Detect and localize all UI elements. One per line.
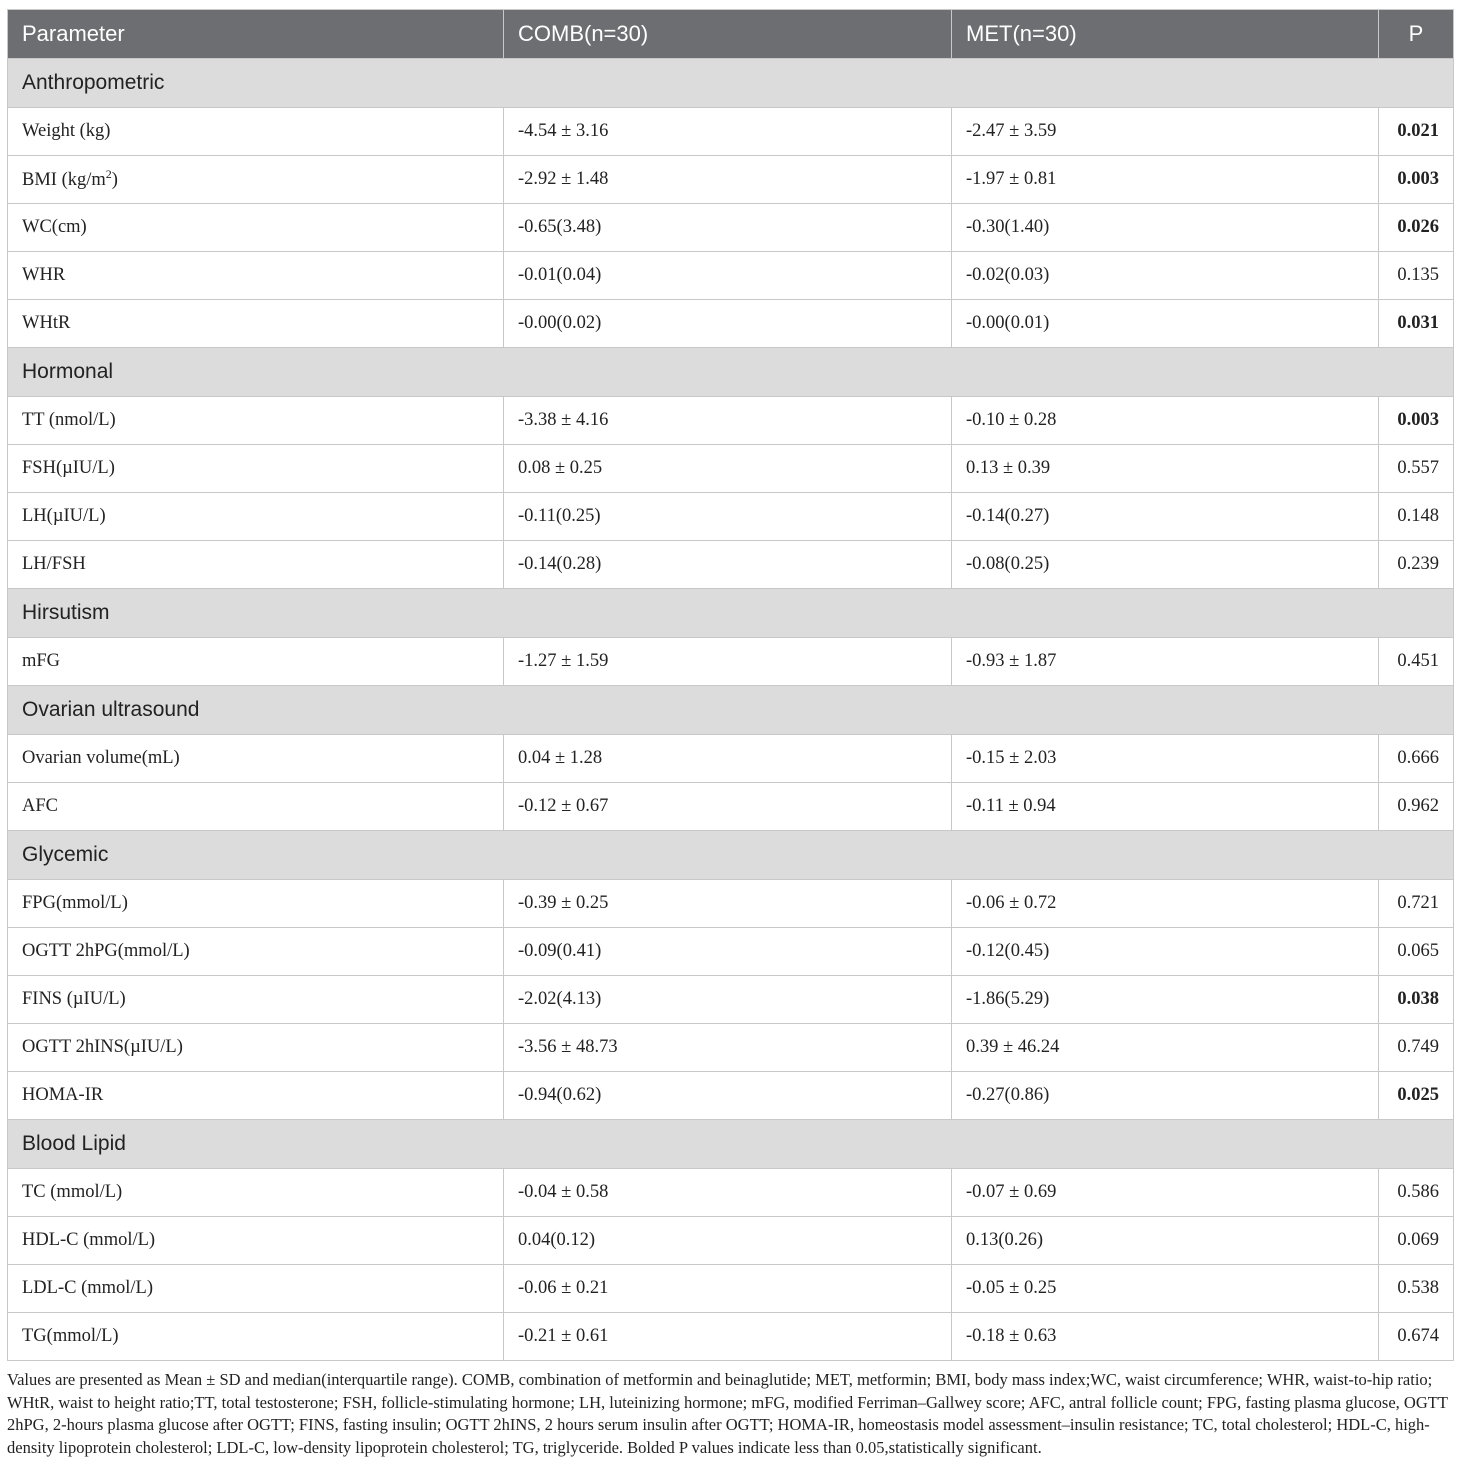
- cell-parameter: [8, 638, 504, 686]
- parameter-name: AFC: [22, 796, 58, 816]
- cell-parameter: [8, 1217, 504, 1265]
- table-row: [8, 108, 1454, 156]
- cell-parameter: [8, 928, 504, 976]
- cell-comb: -0.09(0.41): [504, 928, 952, 976]
- cell-p-value: 0.025: [1379, 1072, 1454, 1120]
- section-title: Glycemic: [8, 831, 1454, 880]
- cell-comb: 0.04(0.12): [504, 1217, 952, 1265]
- section-title: Blood Lipid: [8, 1120, 1454, 1169]
- section-row: [8, 831, 1454, 880]
- section-row: [8, 59, 1454, 108]
- table-row: [8, 541, 1454, 589]
- cell-p-value: 0.003: [1379, 397, 1454, 445]
- cell-parameter: [8, 156, 504, 204]
- header-row: [8, 10, 1454, 59]
- table-row: [8, 638, 1454, 686]
- cell-p-value: 0.031: [1379, 300, 1454, 348]
- cell-met: -0.00(0.01): [952, 300, 1379, 348]
- cell-comb: -0.39 ± 0.25: [504, 880, 952, 928]
- parameter-name: LH(µIU/L): [22, 506, 106, 526]
- cell-met: -0.10 ± 0.28: [952, 397, 1379, 445]
- cell-parameter: [8, 1169, 504, 1217]
- section-title: Hormonal: [8, 348, 1454, 397]
- parameter-superscript: 2: [105, 167, 112, 182]
- parameter-name: BMI (kg/m: [22, 170, 106, 191]
- header-comb: COMB(n=30): [504, 10, 952, 59]
- cell-parameter: [8, 300, 504, 348]
- cell-parameter: [8, 445, 504, 493]
- cell-p-value: 0.148: [1379, 493, 1454, 541]
- cell-p-value: 0.038: [1379, 976, 1454, 1024]
- cell-p-value: 0.069: [1379, 1217, 1454, 1265]
- cell-p-value: 0.451: [1379, 638, 1454, 686]
- cell-comb: 0.08 ± 0.25: [504, 445, 952, 493]
- cell-parameter: [8, 1265, 504, 1313]
- table-row: [8, 928, 1454, 976]
- table-row: [8, 880, 1454, 928]
- cell-comb: -3.56 ± 48.73: [504, 1024, 952, 1072]
- table-row: [8, 252, 1454, 300]
- parameter-name: FSH(µIU/L): [22, 458, 115, 478]
- cell-comb: -0.01(0.04): [504, 252, 952, 300]
- parameter-name: OGTT 2hINS(µIU/L): [22, 1037, 183, 1057]
- cell-parameter: [8, 493, 504, 541]
- cell-met: -2.47 ± 3.59: [952, 108, 1379, 156]
- table-row: [8, 156, 1454, 204]
- parameter-name: FINS (µIU/L): [22, 989, 126, 1009]
- cell-met: -0.18 ± 0.63: [952, 1313, 1379, 1361]
- parameter-name: HDL-C (mmol/L): [22, 1230, 156, 1250]
- parameter-name: Weight (kg): [22, 121, 111, 141]
- cell-p-value: 0.003: [1379, 156, 1454, 204]
- cell-comb: -0.14(0.28): [504, 541, 952, 589]
- cell-p-value: 0.135: [1379, 252, 1454, 300]
- section-title: Anthropometric: [8, 59, 1454, 108]
- header-parameter: Parameter: [8, 10, 504, 59]
- cell-comb: -0.21 ± 0.61: [504, 1313, 952, 1361]
- cell-met: -1.97 ± 0.81: [952, 156, 1379, 204]
- cell-met: -0.30(1.40): [952, 204, 1379, 252]
- parameter-name: Ovarian volume(mL): [22, 748, 180, 768]
- cell-p-value: 0.749: [1379, 1024, 1454, 1072]
- cell-comb: -0.11(0.25): [504, 493, 952, 541]
- table-row: [8, 1072, 1454, 1120]
- table-row: [8, 204, 1454, 252]
- cell-comb: -0.06 ± 0.21: [504, 1265, 952, 1313]
- cell-p-value: 0.586: [1379, 1169, 1454, 1217]
- cell-comb: -3.38 ± 4.16: [504, 397, 952, 445]
- cell-met: -0.15 ± 2.03: [952, 735, 1379, 783]
- cell-met: -1.86(5.29): [952, 976, 1379, 1024]
- cell-met: 0.13(0.26): [952, 1217, 1379, 1265]
- cell-comb: -2.92 ± 1.48: [504, 156, 952, 204]
- cell-met: -0.12(0.45): [952, 928, 1379, 976]
- cell-comb: -4.54 ± 3.16: [504, 108, 952, 156]
- parameter-suffix: ): [111, 170, 118, 191]
- parameter-name: TG(mmol/L): [22, 1326, 119, 1346]
- cell-met: 0.39 ± 46.24: [952, 1024, 1379, 1072]
- results-table: [7, 9, 1454, 1361]
- table-row: [8, 445, 1454, 493]
- cell-met: -0.06 ± 0.72: [952, 880, 1379, 928]
- cell-comb: -0.00(0.02): [504, 300, 952, 348]
- parameter-name: TT (nmol/L): [22, 410, 116, 430]
- parameter-name: OGTT 2hPG(mmol/L): [22, 941, 190, 961]
- table-footnote: Values are presented as Mean ± SD and median(interquartile range). COMB, combination of metformin and beinaglutide; MET, metformin; BMI, body mass index;WC, waist circumference; WHR, waist-to-hip ratio; WHtR, waist to height ratio;TT, total testosterone; FSH, follicle-stimulating hormone; LH, luteinizing hormone; mFG, modified Ferriman–Gallwey score; AFC, antral follicle count; FPG, fasting plasma glucose, OGTT 2hPG, 2-hours plasma glucose after OGTT; FINS, fasting insulin; OGTT 2hINS, 2 hours serum insulin after OGTT; HOMA-IR, homeostasis model assessment–insulin resistance; TC, total cholesterol; HDL-C, high-density lipoprotein cholesterol; LDL-C, low-density lipoprotein cholesterol; TG, triglyceride. Bolded P values indicate less than 0.05,statistically significant.: [7, 1370, 1448, 1457]
- cell-p-value: 0.026: [1379, 204, 1454, 252]
- parameter-name: TC (mmol/L): [22, 1182, 123, 1202]
- cell-met: -0.08(0.25): [952, 541, 1379, 589]
- cell-parameter: [8, 1313, 504, 1361]
- parameter-name: LH/FSH: [22, 554, 86, 574]
- cell-parameter: [8, 108, 504, 156]
- section-title: Ovarian ultrasound: [8, 686, 1454, 735]
- cell-parameter: [8, 1072, 504, 1120]
- cell-met: -0.93 ± 1.87: [952, 638, 1379, 686]
- section-row: [8, 348, 1454, 397]
- table-row: [8, 976, 1454, 1024]
- parameter-name: mFG: [22, 651, 61, 671]
- cell-p-value: 0.721: [1379, 880, 1454, 928]
- cell-comb: -0.12 ± 0.67: [504, 783, 952, 831]
- cell-met: -0.02(0.03): [952, 252, 1379, 300]
- cell-comb: -0.04 ± 0.58: [504, 1169, 952, 1217]
- table-row: [8, 1313, 1454, 1361]
- table-row: [8, 397, 1454, 445]
- cell-met: -0.14(0.27): [952, 493, 1379, 541]
- section-title: Hirsutism: [8, 589, 1454, 638]
- table-row: [8, 1024, 1454, 1072]
- table-row: [8, 783, 1454, 831]
- section-row: [8, 686, 1454, 735]
- cell-met: 0.13 ± 0.39: [952, 445, 1379, 493]
- cell-met: -0.07 ± 0.69: [952, 1169, 1379, 1217]
- header-p: P: [1379, 10, 1454, 59]
- cell-met: -0.05 ± 0.25: [952, 1265, 1379, 1313]
- cell-p-value: 0.065: [1379, 928, 1454, 976]
- cell-parameter: [8, 204, 504, 252]
- cell-parameter: [8, 397, 504, 445]
- table-container: [7, 9, 1453, 1459]
- cell-met: -0.27(0.86): [952, 1072, 1379, 1120]
- cell-parameter: [8, 880, 504, 928]
- parameter-name: WHR: [22, 265, 66, 285]
- cell-comb: 0.04 ± 1.28: [504, 735, 952, 783]
- header-met: MET(n=30): [952, 10, 1379, 59]
- cell-p-value: 0.674: [1379, 1313, 1454, 1361]
- table-row: [8, 1217, 1454, 1265]
- cell-parameter: [8, 541, 504, 589]
- cell-p-value: 0.962: [1379, 783, 1454, 831]
- cell-p-value: 0.239: [1379, 541, 1454, 589]
- table-row: [8, 300, 1454, 348]
- parameter-name: WC(cm): [22, 217, 87, 237]
- cell-p-value: 0.666: [1379, 735, 1454, 783]
- parameter-name: WHtR: [22, 313, 71, 333]
- cell-parameter: [8, 783, 504, 831]
- cell-parameter: [8, 735, 504, 783]
- table-row: [8, 1265, 1454, 1313]
- section-row: [8, 1120, 1454, 1169]
- parameter-name: HOMA-IR: [22, 1085, 104, 1105]
- parameter-name: LDL-C (mmol/L): [22, 1278, 154, 1298]
- cell-comb: -2.02(4.13): [504, 976, 952, 1024]
- cell-comb: -0.94(0.62): [504, 1072, 952, 1120]
- cell-comb: -1.27 ± 1.59: [504, 638, 952, 686]
- table-row: [8, 1169, 1454, 1217]
- cell-comb: -0.65(3.48): [504, 204, 952, 252]
- cell-parameter: [8, 976, 504, 1024]
- table-row: [8, 735, 1454, 783]
- cell-p-value: 0.021: [1379, 108, 1454, 156]
- parameter-name: FPG(mmol/L): [22, 893, 128, 913]
- cell-parameter: [8, 252, 504, 300]
- cell-p-value: 0.557: [1379, 445, 1454, 493]
- cell-parameter: [8, 1024, 504, 1072]
- section-row: [8, 589, 1454, 638]
- cell-p-value: 0.538: [1379, 1265, 1454, 1313]
- cell-met: -0.11 ± 0.94: [952, 783, 1379, 831]
- table-row: [8, 493, 1454, 541]
